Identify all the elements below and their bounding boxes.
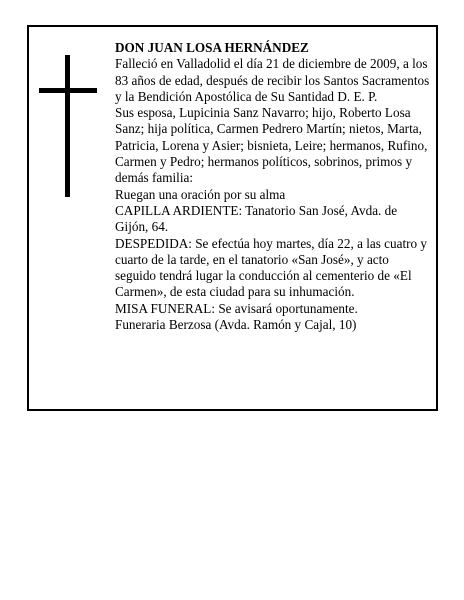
prayer-request: Ruegan una oración por su alma [115,186,286,202]
deceased-name: DON JUAN LOSA HERNÁNDEZ [115,40,309,55]
farewell-info: DESPEDIDA: Se efectúa hoy martes, día 22, a las cuatro y cuarto de la tarde, en el tanatorio «San José», y acto seguido tendrá lugar la conducción al cementerio de «El Carmen», de esta ciudad para su inhumación. [115,235,428,300]
cross-vertical-bar [65,55,70,197]
death-announcement: Falleció en Valladolid el día 21 de diciembre de 2009, a los 83 años de edad, después de recibir los Santos Sacramentos y la Bendición Apostólica de Su Santidad D. E. P. [115,56,430,104]
cross-horizontal-bar [39,88,97,93]
family-list: Sus esposa, Lupicinia Sanz Navarro; hijo, Roberto Losa Sanz; hija política, Carmen Pedrero Martín; nietos, Marta, Patricia, Lorena y Asier; bisnieta, Leire; hermanos, Rufino, Carmen y Pedro; hermanos políticos, sobrinos, primos y demás familia: [115,105,428,186]
chapel-info: CAPILLA ARDIENTE: Tanatorio San José, Avda. de Gijón, 64. [115,202,398,235]
funeral-mass-info: MISA FUNERAL: Se avisará oportunamente. [115,300,358,316]
obituary-notice [27,25,438,411]
funeral-home-info: Funeraria Berzosa (Avda. Ramón y Cajal, 10) [115,317,357,333]
cross-icon [39,55,97,197]
notice-text-block [115,40,431,333]
